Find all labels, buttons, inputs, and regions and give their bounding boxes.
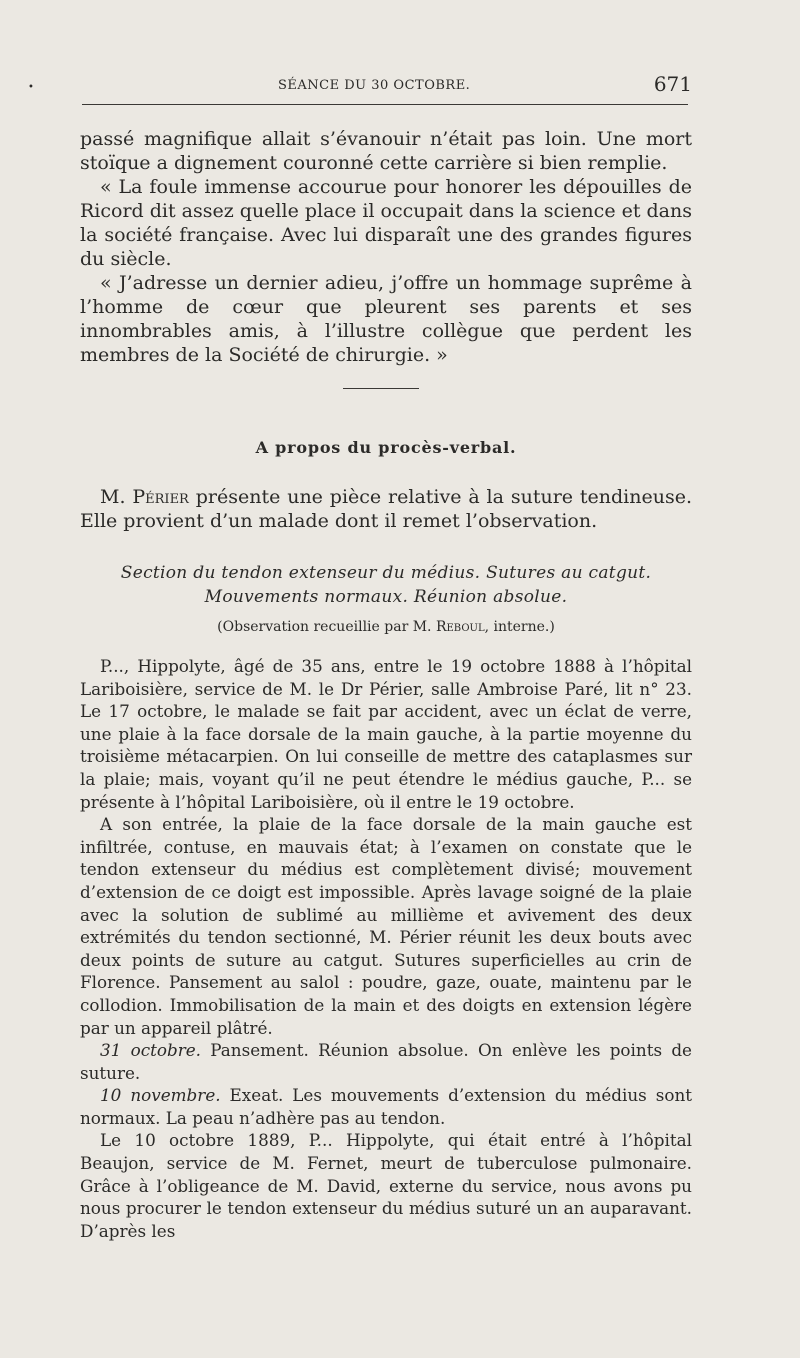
- page-header: [28, 70, 692, 100]
- case-title-line: Mouvements normaux. Réunion absolue.: [204, 587, 568, 607]
- intro-paragraph: [80, 485, 692, 533]
- paragraph: [80, 1039, 692, 1084]
- author-name: Reboul: [435, 619, 485, 635]
- running-title: SÉANCE DU 30 OCTOBRE.: [278, 78, 471, 93]
- observation-body: [80, 655, 692, 1242]
- paragraph-text: Exeat. Les mouvements d’extension du médius sont normaux. La peau n’adhère pas au tendon.: [80, 1085, 693, 1128]
- paragraph-text: Pansement. Réunion absolue. On enlève les points de suture.: [80, 1040, 692, 1083]
- section-heading: A propos du procès-verbal.: [255, 438, 517, 457]
- paragraph: « La foule immense accourue pour honorer les dépouilles de Ricord dit assez quelle place il occupait dans la science et dans la société française. Avec lui disparaît une des grandes figures du siècle.: [80, 176, 692, 270]
- observation-attribution: [80, 619, 692, 635]
- margin-mark: •: [28, 82, 34, 93]
- paragraph: [80, 485, 692, 533]
- paragraph: P..., Hippolyte, âgé de 35 ans, entre le 19 octobre 1888 à l’hôpital Lariboisière, service de M. le Dr Périer, salle Ambroise Paré, lit n° 23. Le 17 octobre, le malade se fait par accident, avec un éclat de verre, une plaie à la face dorsale de la main gauche, à la partie moyenne du troisième métacarpien. On lui conseille de mettre des cataplasmes sur la plaie; mais, voyant qu’il ne peut étendre le médius gauche, P... se présente à l’hôpital Lariboisière, où il entre le 19 octobre.: [80, 656, 692, 812]
- paragraph: « J’adresse un dernier adieu, j’offre un hommage suprême à l’homme de cœur que pleurent ses parents et ses innombrables amis, à l’illustre collègue que perdent les membres de la Société de chirurgie. »: [80, 272, 692, 366]
- case-title: [80, 561, 692, 609]
- header-rule: [82, 104, 688, 105]
- paragraph: Le 10 octobre 1889, P... Hippolyte, qui était entré à l’hôpital Beaujon, service de M. Fernet, meurt de tuberculose pulmonaire. Grâce à l’obligeance de M. David, externe du service, nous avons pu nous procurer le tendon extenseur du médius suturé un an auparavant. D’après les: [80, 1130, 692, 1241]
- section-divider: [343, 388, 419, 389]
- attribution-text: , interne.): [484, 619, 555, 635]
- page-number: 671: [653, 72, 692, 96]
- paragraph: [80, 1084, 692, 1129]
- author-name: M. Périer: [100, 486, 189, 508]
- attribution-text: (Observation recueillie par M.: [217, 619, 436, 635]
- paragraph: A son entrée, la plaie de la face dorsale de la main gauche est infiltrée, contuse, en mauvais état; à l’examen on constate que le tendon extenseur du médius est complètement divisé; mouvement d’extension de ce doigt est impossible. Après lavage soigné de la plaie avec la solution de sublimé au millième et avivement des deux extrémités du tendon sectionné, M. Périer réunit les deux bouts avec deux points de suture au catgut. Sutures superficielles au crin de Florence. Pansement au salol : poudre, gaze, ouate, maintenu par le collodion. Immobilisation de la main et des doigts en extension légère par un appareil plâtré.: [80, 814, 692, 1038]
- date: 31 octobre.: [100, 1040, 201, 1061]
- paragraph: passé magnifique allait s’évanouir n’était pas loin. Une mort stoïque a dignement couronné cette carrière si bien remplie.: [80, 128, 692, 174]
- intro-text: présente une pièce relative à la suture tendineuse. Elle provient d’un malade dont il remet l’observation.: [80, 486, 693, 532]
- top-text: [80, 127, 692, 367]
- date: 10 novembre.: [100, 1085, 221, 1106]
- case-title-line: Section du tendon extenseur du médius. Sutures au catgut.: [120, 563, 652, 583]
